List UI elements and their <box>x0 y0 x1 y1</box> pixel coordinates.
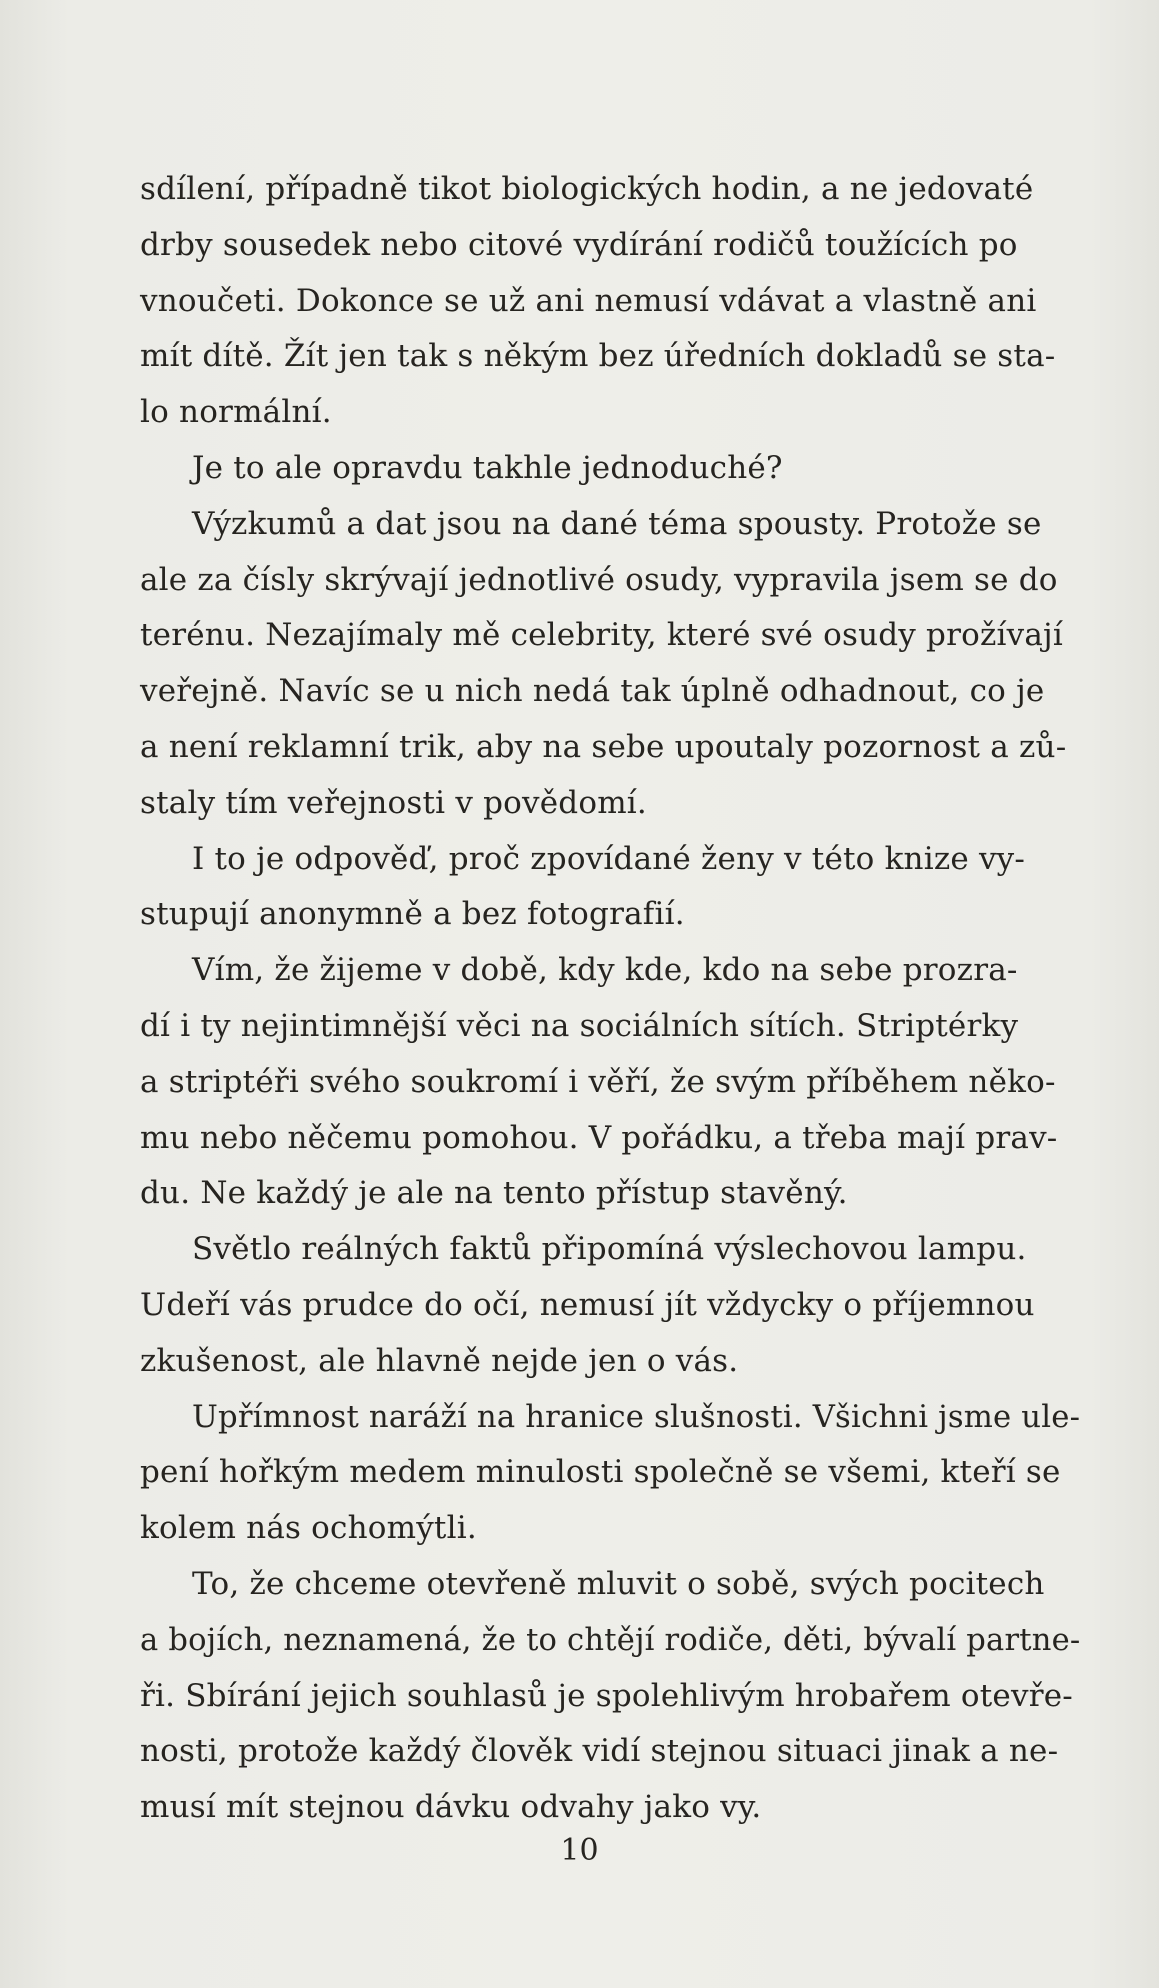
text-line: Světlo reálných faktů připomíná výslechovou lampu. <box>192 1231 1027 1268</box>
text-line: ři. Sbírání jejich souhlasů je spolehlivým hrobařem otevře- <box>140 1677 1073 1714</box>
text-line: nosti, protože každý člověk vidí stejnou situaci jinak a ne- <box>140 1733 1059 1770</box>
text-line: Udeří vás prudce do očí, nemusí jít vždycky o příjemnou <box>140 1286 1035 1323</box>
text-line: Upřímnost naráží na hranice slušnosti. Všichni jsme ule- <box>192 1399 1081 1435</box>
text-line: a bojích, neznamená, že to chtějí rodiče, děti, bývalí partne- <box>140 1622 1081 1658</box>
text-line: dí i ty nejintimnější věci na sociálních sítích. Striptérky <box>140 1007 1019 1044</box>
text-line: terénu. Nezajímaly mě celebrity, které své osudy prožívají <box>140 617 1063 654</box>
text-line: staly tím veřejnosti v povědomí. <box>140 784 647 821</box>
text-line: drby sousedek nebo citové vydírání rodičů toužících po <box>140 226 1018 263</box>
text-line: musí mít stejnou dávku odvahy jako vy. <box>140 1789 762 1826</box>
text-line: Výzkumů a dat jsou na dané téma spousty. Protože se <box>192 505 1042 542</box>
text-line: stupují anonymně a bez fotografií. <box>140 896 685 933</box>
text-line: Je to ale opravdu takhle jednoduché? <box>192 449 783 486</box>
text-line: To, že chceme otevřeně mluvit o sobě, svých pocitech <box>192 1565 1045 1602</box>
text-line: mu nebo něčemu pomohou. V pořádku, a třeba mají prav- <box>140 1119 1058 1156</box>
text-line: vnoučeti. Dokonce se už ani nemusí vdávat a vlastně ani <box>140 282 1037 319</box>
text-line: kolem nás ochomýtli. <box>140 1510 477 1547</box>
text-line: a není reklamní trik, aby na sebe upoutaly pozornost a zů- <box>140 728 1067 765</box>
text-line: Vím, že žijeme v době, kdy kde, kdo na sebe prozra- <box>192 952 1018 989</box>
text-line: veřejně. Navíc se u nich nedá tak úplně odhadnout, co je <box>140 673 1045 710</box>
page-number: 10 <box>560 1833 599 1868</box>
text-line: pení hořkým medem minulosti společně se všemi, kteří se <box>140 1454 1061 1491</box>
text-line: zkušenost, ale hlavně nejde jen o vás. <box>140 1342 739 1379</box>
text-line: I to je odpověď, proč zpovídané ženy v této knize vy- <box>192 840 1026 877</box>
text-line: sdílení, případně tikot biologických hodin, a ne jedovaté <box>140 171 1034 207</box>
text-line: lo normální. <box>140 394 332 431</box>
body-text <box>140 162 1080 1836</box>
text-line: mít dítě. Žít jen tak s někým bez úředních dokladů se sta- <box>140 338 1056 375</box>
text-line: ale za čísly skrývají jednotlivé osudy, vypravila jsem se do <box>140 561 1058 598</box>
text-line: a striptéři svého soukromí i věří, že svým příběhem něko- <box>140 1063 1056 1100</box>
text-line: du. Ne každý je ale na tento přístup stavěný. <box>140 1175 848 1212</box>
